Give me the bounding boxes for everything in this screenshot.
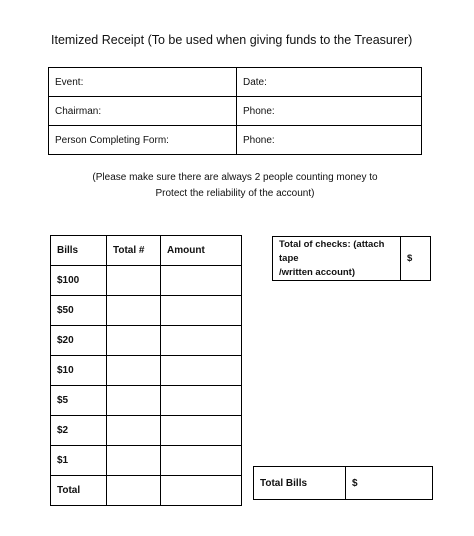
amount-cell-20[interactable] bbox=[161, 326, 242, 356]
table-row bbox=[51, 296, 242, 326]
amount-header: Amount bbox=[161, 236, 242, 266]
person-completing-field[interactable]: Person Completing Form: bbox=[49, 126, 237, 155]
checks-value-cell[interactable]: $ bbox=[401, 237, 431, 281]
bill-label-100: $100 bbox=[51, 266, 107, 296]
chairman-phone-field[interactable]: Phone: bbox=[237, 97, 422, 126]
count-cell-1[interactable] bbox=[107, 446, 161, 476]
amount-cell-10[interactable] bbox=[161, 356, 242, 386]
table-row bbox=[51, 266, 242, 296]
note-line-1: (Please make sure there are always 2 people counting money to bbox=[92, 172, 378, 183]
table-row bbox=[51, 356, 242, 386]
bills-table bbox=[50, 235, 242, 506]
count-cell-20[interactable] bbox=[107, 326, 161, 356]
table-row bbox=[51, 416, 242, 446]
table-row bbox=[51, 326, 242, 356]
checks-box bbox=[272, 236, 431, 281]
bill-label-50: $50 bbox=[51, 296, 107, 326]
table-row bbox=[51, 476, 242, 506]
amount-cell-50[interactable] bbox=[161, 296, 242, 326]
event-row bbox=[49, 68, 422, 97]
bills-header: Bills bbox=[51, 236, 107, 266]
amount-cell-1[interactable] bbox=[161, 446, 242, 476]
count-cell-100[interactable] bbox=[107, 266, 161, 296]
date-field[interactable]: Date: bbox=[237, 68, 422, 97]
event-info-table bbox=[48, 67, 422, 155]
amount-cell-2[interactable] bbox=[161, 416, 242, 446]
checks-label bbox=[273, 237, 401, 281]
count-cell-total[interactable] bbox=[107, 476, 161, 506]
bill-label-10: $10 bbox=[51, 356, 107, 386]
bills-header-row bbox=[51, 236, 242, 266]
checks-label-line-2: /written account) bbox=[279, 266, 356, 278]
person-completing-row bbox=[49, 126, 422, 155]
bill-label-20: $20 bbox=[51, 326, 107, 356]
total-bills-label: Total Bills bbox=[254, 467, 346, 500]
amount-cell-total[interactable] bbox=[161, 476, 242, 506]
total-bills-value-cell[interactable]: $ bbox=[346, 467, 433, 500]
count-cell-10[interactable] bbox=[107, 356, 161, 386]
checks-label-line-1: Total of checks: (attach tape bbox=[279, 238, 385, 264]
count-cell-2[interactable] bbox=[107, 416, 161, 446]
total-bills-box bbox=[253, 466, 433, 500]
bill-label-2: $2 bbox=[51, 416, 107, 446]
chairman-field[interactable]: Chairman: bbox=[49, 97, 237, 126]
amount-cell-5[interactable] bbox=[161, 386, 242, 416]
total-count-header: Total # bbox=[107, 236, 161, 266]
table-row bbox=[51, 386, 242, 416]
counting-note bbox=[60, 170, 410, 202]
bill-label-1: $1 bbox=[51, 446, 107, 476]
chairman-row bbox=[49, 97, 422, 126]
form-title: Itemized Receipt (To be used when giving funds to the Treasurer) bbox=[51, 33, 413, 47]
count-cell-50[interactable] bbox=[107, 296, 161, 326]
total-bills-row bbox=[254, 467, 433, 500]
bill-label-5: $5 bbox=[51, 386, 107, 416]
bills-total-label: Total bbox=[51, 476, 107, 506]
amount-cell-100[interactable] bbox=[161, 266, 242, 296]
event-field[interactable]: Event: bbox=[49, 68, 237, 97]
checks-row bbox=[273, 237, 431, 281]
note-line-2: Protect the reliability of the account) bbox=[155, 188, 315, 199]
person-phone-field[interactable]: Phone: bbox=[237, 126, 422, 155]
table-row bbox=[51, 446, 242, 476]
count-cell-5[interactable] bbox=[107, 386, 161, 416]
